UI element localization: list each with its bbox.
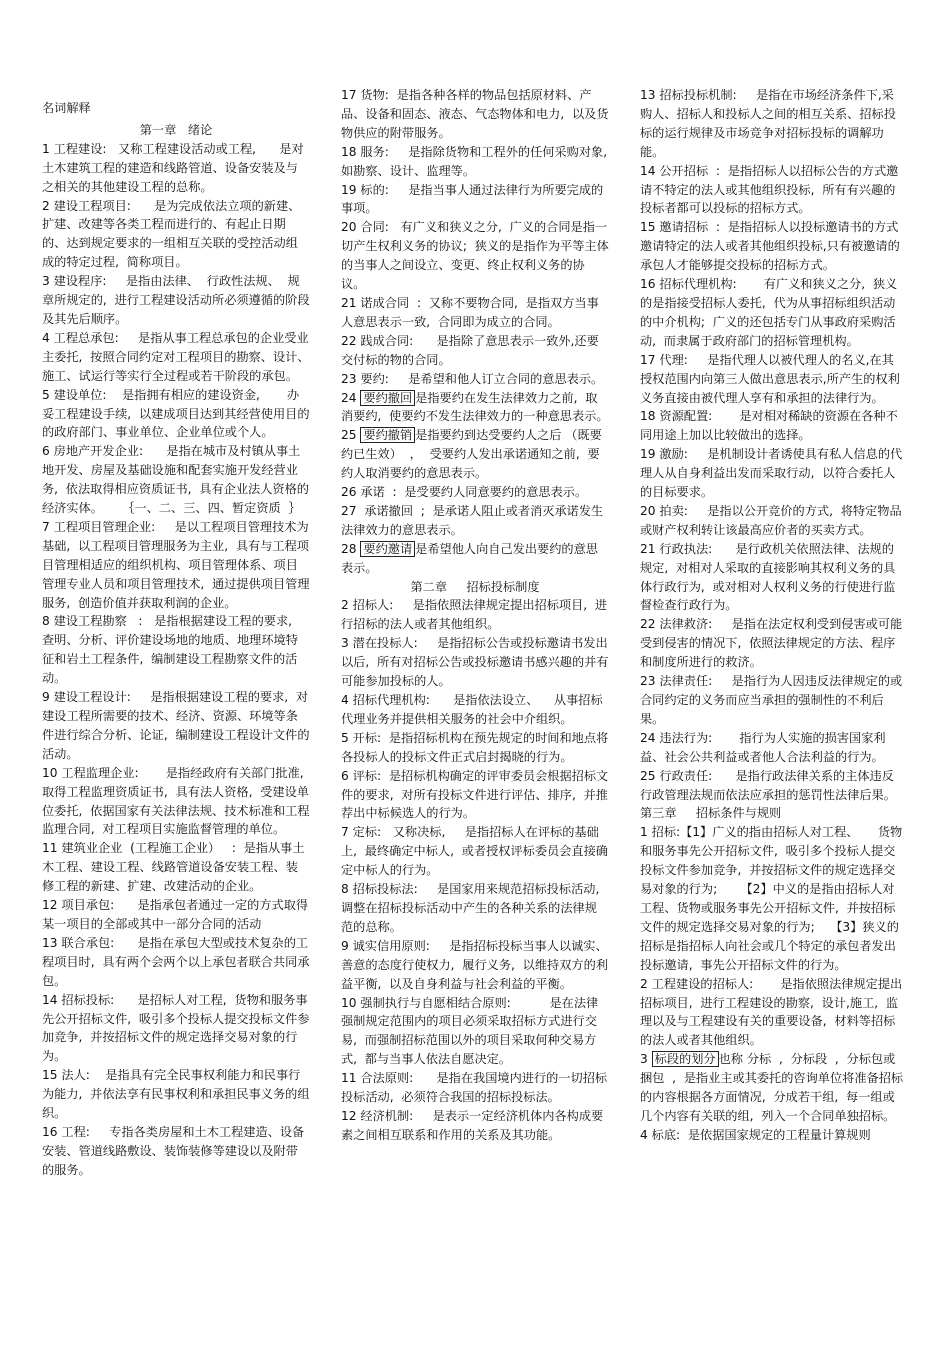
entry-number: 28 [341, 541, 361, 556]
definition-entry: 10 强制执行与自愿相结合原则: 是在法律强制规定范围内的项目必须采取招标方式进行交易, 而强制招标范围以外的项目采取何种交易方式, 都与当事人依法自愿决定。 [341, 995, 599, 1067]
definition-entry: 2 招标人: 是指依照法律规定提出招标项目, 进行招标的法人或者其他组织。 [341, 598, 608, 632]
definition-entry: 2 建设工程项目: 是为完成依法立项的新建、扩建、改建等各类工程而进行的、有起止日期的、达到规定要求的一组相互关联的受控活动组成的特定过程, 简称项目。 [42, 198, 301, 270]
definition-entry: 19 标的: 是指当事人通过法律行为所要完成的事项。 [341, 182, 604, 216]
definition-entry: 10 工程监理企业: 是指经政府有关部门批准, 取得工程监理资质证书, 具有法人资格, 受建设单位委托, 依据国家有关法律法规、技术标准和工程监理合同, 对工程项目实施监督管理的单位。 [42, 765, 312, 837]
definition-entry: 1 招标:【1】广义的指由招标人对工程、 货物和服务事先公开招标文件, 吸引多个投标人提交投标文件参加竞争, 并按招标文件的规定选择交易对象的行为; 【2】中义的是指由招标人对工程、货物或服务事先公开招标文件, 并按招标文件的规定选择交易对象的行为; 【3】狭义的招标是指招标人向社会或几个特定的承包者发出投标邀请, 事先公开招标文件的行为。 [640, 825, 903, 972]
boxed-term: 要约邀请 [360, 541, 415, 557]
left-column-entries [42, 121, 310, 1180]
chapter-heading: 第二章 招标投标制度 [410, 579, 540, 594]
definition-entry: 21 行政执法: 是行政机关依照法律、法规的规定, 对相对人采取的直接影响其权利义务的具体行政行为, 或对相对人权利义务的行使进行监督检查行政行为。 [640, 541, 896, 613]
definition-entry: 11 合法原则: 是指在我国境内进行的一切招标投标活动, 必须符合我国的招标投标法。 [341, 1071, 608, 1105]
definition-entry: 21 诺成合同 : 又称不要物合同, 是指双方当事人意思表示一致, 合同即为成立的合同。 [341, 295, 599, 329]
boxed-term: 要约撤回 [360, 390, 415, 406]
definition-entry: 8 招标投标法: 是国家用来规范招标投标活动, 调整在招标投标活动中产生的各种关系的法律规范的总称。 [341, 882, 608, 934]
definition-entry: 18 资源配置: 是对相对稀缺的资源在各种不同用途上加以比较做出的选择。 [640, 409, 898, 443]
definition-entry: 17 代理: 是指代理人以被代理人的名义,在其授权范围内向第三人做出意思表示,所产生的权利义务直接由被代理人享有和承担的法律行为。 [640, 352, 900, 405]
middle-column-entries [341, 86, 615, 1145]
definition-entry: 5 开标: 是指招标机构在预先规定的时间和地点将各投标人的投标文件正式启封揭晓的行为。 [341, 730, 609, 764]
definition-entry: 4 招标代理机构: 是指依法设立、 从事招标代理业务并提供相关服务的社会中介组织。 [341, 693, 603, 726]
definition-entry: 24 违法行为: 指行为人实施的损害国家利益、社会公共利益或者他人合法利益的行为。 [640, 730, 886, 764]
chapter-heading: 第三章 招标条件与规则 [640, 806, 782, 821]
right-column-entries [640, 86, 904, 1145]
definition-entry: 26 承诺 : 是受要约人同意要约的意思表示。 [341, 485, 588, 500]
definition-entry: 7 定标: 又称决标, 是指招标人在评标的基础上, 最终确定中标人, 或者授权评标委员会直接确定中标人的行为。 [341, 825, 608, 878]
definition-entry: 12 经济机制: 是表示一定经济机体内各构成要素之间相互联系和作用的关系及其功能。 [341, 1108, 604, 1142]
definition-entry: 3 潜在投标人: 是指招标公告或投标邀请书发出以后, 所有对招标公告或投标邀请书感兴趣的并有可能参加投标的人。 [341, 636, 609, 689]
column-right [640, 86, 904, 1145]
definition-entry: 22 践成合同: 是指除了意思表示一致外,还要交付标的物的合同。 [341, 333, 599, 367]
definition-entry: 11 建筑业企业 (工程施工企业） : 是指从事土木工程、建设工程、线路管道设备安装工程、装修工程的新建、扩建、改建活动的企业。 [42, 841, 305, 894]
definition-entry: 1 工程建设: 又称工程建设活动或工程, 是对土木建筑工程的建造和线路管道、设备安装及与之相关的其他建设工程的总称。 [42, 141, 304, 194]
entry-definition: 是希望他人向自己发出要约的意思表示。 [341, 541, 598, 575]
entry-definition: 是指要约到达受要约人之后 （既要约已生效） ， 受要约人发出承诺通知之前, 要约人取消要约的意思表示。 [341, 428, 602, 481]
definition-entry: 19 激励: 是机制设计者诱使具有私人信息的代理人从自身利益出发而采取行动, 以符合委托人的目标要求。 [640, 447, 903, 500]
definition-entry: 22 法律救济: 是指在法定权利受到侵害或可能受到侵害的情况下, 依照法律规定的方法、程序和制度所进行的救济。 [640, 617, 903, 670]
entry-definition: 是指要约在发生法律效力之前, 取消要约, 使要约不发生法律效力的一种意思表示。 [341, 390, 609, 424]
definition-entry: 9 诚实信用原则: 是指招标投标当事人以诚实、善意的态度行使权力, 履行义务, 以维持双方的利益平衡, 以及自身利益与社会利益的平衡。 [341, 938, 608, 991]
definition-entry: 9 建设工程设计: 是指根据建设工程的要求, 对建设工程所需要的技术、经济、资源、环境等条件进行综合分析、论证, 编制建设工程设计文件的活动。 [42, 690, 310, 761]
definition-entry: 4 工程总承包: 是指从事工程总承包的企业受业主委托, 按照合同约定对工程项目的勘察、设计、施工、试运行等实行全过程或若干阶段的承包。 [42, 330, 310, 383]
definition-entry: 7 工程项目管理企业: 是以工程项目管理技术为基础, 以工程项目管理服务为主业, 具有与工程项目管理相适应的组织机构、项目管理体系、项目管理专业人员和项目管理技术, 通过提供项目管理服务, 创造价值并获取利润的企业。 [42, 519, 310, 610]
definition-entry [341, 426, 609, 483]
definition-entry: 17 货物: 是指各种各样的物品包括原材料、产品、设备和固态、液态、气态物体和电力, 以及货物供应的附带服务。 [341, 88, 609, 140]
document-title: 名词解释 [42, 101, 91, 115]
entry-number: 25 [341, 428, 361, 443]
boxed-term: 要约撤销 [360, 427, 415, 443]
definition-entry [341, 389, 609, 427]
definition-entry: 6 评标: 是招标机构确定的评审委员会根据招标文件的要求, 对所有投标文件进行评估、排序, 并推荐出中标候选人的行为。 [341, 768, 609, 821]
chapter-heading: 第一章 绪论 [139, 122, 213, 137]
definition-entry: 16 工程: 专指各类房屋和土木工程建造、设备安装、管道线路敷设、装饰装修等建设以及附带的服务。 [42, 1124, 305, 1177]
definition-entry: 15 法人: 是指具有完全民事权利能力和民事行为能力, 并依法享有民事权利和承担民事义务的组织。 [42, 1068, 310, 1121]
definition-entry: 6 房地产开发企业: 是指在城市及村镇从事土地开发、房屋及基础设施和配套实施开发经营业务, 依法取得相应资质证书, 具有企业法人资格的经济实体。 ｛一、二、三、四、暂定资质 ｝ [42, 444, 309, 516]
definition-entry: 18 服务: 是指除货物和工程外的任何采购对象, 如勘察、设计、监理等。 [341, 144, 615, 178]
definition-entry: 16 招标代理机构: 有广义和狭义之分, 狭义的是指接受招标人委托, 代为从事招标组织活动的中介机构; 广义的还包括专门从事政府采购活动, 而隶属于政府部门的招标管理机构。 [640, 277, 898, 348]
entry-definition: 也称 分标 , 分标段 , 分标包或捆包 , 是指业主或其委托的咨询单位将准备招标的内容根据各方面情况, 分成若干组, 每一组或几个内容有关联的组, 列入一个合同单独招标。 [640, 1052, 904, 1123]
definition-entry: 20 合同: 有广义和狭义之分, 广义的合同是指一切产生权利义务的协议; 狭义的是指作为平等主体的当事人之间设立、变更、终止权利义务的协议。 [341, 220, 609, 292]
definition-entry: 13 联合承包: 是指在承包大型或技术复杂的工程项目时, 具有两个会两个以上承包者联合共同承包。 [42, 935, 310, 988]
definition-entry: 13 招标投标机制: 是指在市场经济条件下,采购人、招标人和投标人之间的相互关系、招标投标的运行规律及市场竞争对招标投标的调解功能。 [640, 88, 896, 159]
definition-entry: 25 行政责任: 是指行政法律关系的主体违反行政管理法规而依法应承担的惩罚性法律后果。 [640, 768, 896, 802]
column-left [42, 86, 310, 1180]
definition-entry [640, 1050, 904, 1126]
entry-number: 3 [640, 1052, 652, 1067]
definition-entry: 3 建设程序: 是指由法律、 行政性法规、 规章所规定的, 进行工程建设活动所必须遵循的阶段及其先后顺序。 [42, 274, 310, 326]
definition-entry: 4 标底: 是依据国家规定的工程量计算规则 [640, 1127, 871, 1142]
definition-entry: 15 邀请招标 : 是指招标人以投标邀请书的方式邀请特定的法人或者其他组织投标,只有被邀请的承包人才能够提交投标的招标方式。 [640, 220, 900, 273]
definition-entry: 23 法律责任: 是指行为人因违反法律规定的或合同约定的义务而应当承担的强制性的不利后果。 [640, 674, 903, 726]
definition-entry: 14 招标投标: 是招标人对工程, 货物和服务事先公开招标文件, 吸引多个投标人提交投标文件参加竞争, 并按招标文件的规定选择交易对象的行为。 [42, 992, 310, 1064]
definition-entry: 23 要约: 是希望和他人订立合同的意思表示。 [341, 371, 604, 386]
definition-entry: 14 公开招标 : 是指招标人以招标公告的方式邀请不特定的法人或其他组织投标, 所有有兴趣的投标者都可以投标的招标方式。 [640, 163, 899, 216]
definition-entry: 12 项目承包: 是指承包者通过一定的方式取得某一项目的全部或其中一部分合同的活动 [42, 898, 309, 931]
definition-entry: 2 工程建设的招标人: 是指依照法律规定提出招标项目, 进行工程建设的勘察, 设计,施工, 监理以及与工程建设有关的重要设备, 材料等招标的法人或者其他组织。 [640, 976, 903, 1048]
column-middle [341, 86, 615, 1145]
entry-number: 24 [341, 390, 361, 405]
definition-entry [341, 540, 609, 578]
definition-entry: 27 承诺撤回 ; 是承诺人阻止或者消灭承诺发生法律效力的意思表示。 [341, 503, 604, 537]
definition-entry: 8 建设工程勘察 : 是指根据建设工程的要求, 查明、分析、评价建设场地的地质、地理环境特征和岩土工程条件, 编制建设工程勘察文件的活动。 [42, 614, 300, 686]
definition-entry: 5 建设单位: 是指拥有相应的建设资金, 办妥工程建设手续, 以建成项目达到其经营使用目的的政府部门、事业单位、企业单位或个人。 [42, 387, 310, 440]
boxed-term: 标段的划分 [652, 1051, 719, 1067]
definition-entry: 20 拍卖: 是指以公开竞价的方式, 将特定物品或财产权利转让该最高应价者的买卖方式。 [640, 503, 902, 537]
